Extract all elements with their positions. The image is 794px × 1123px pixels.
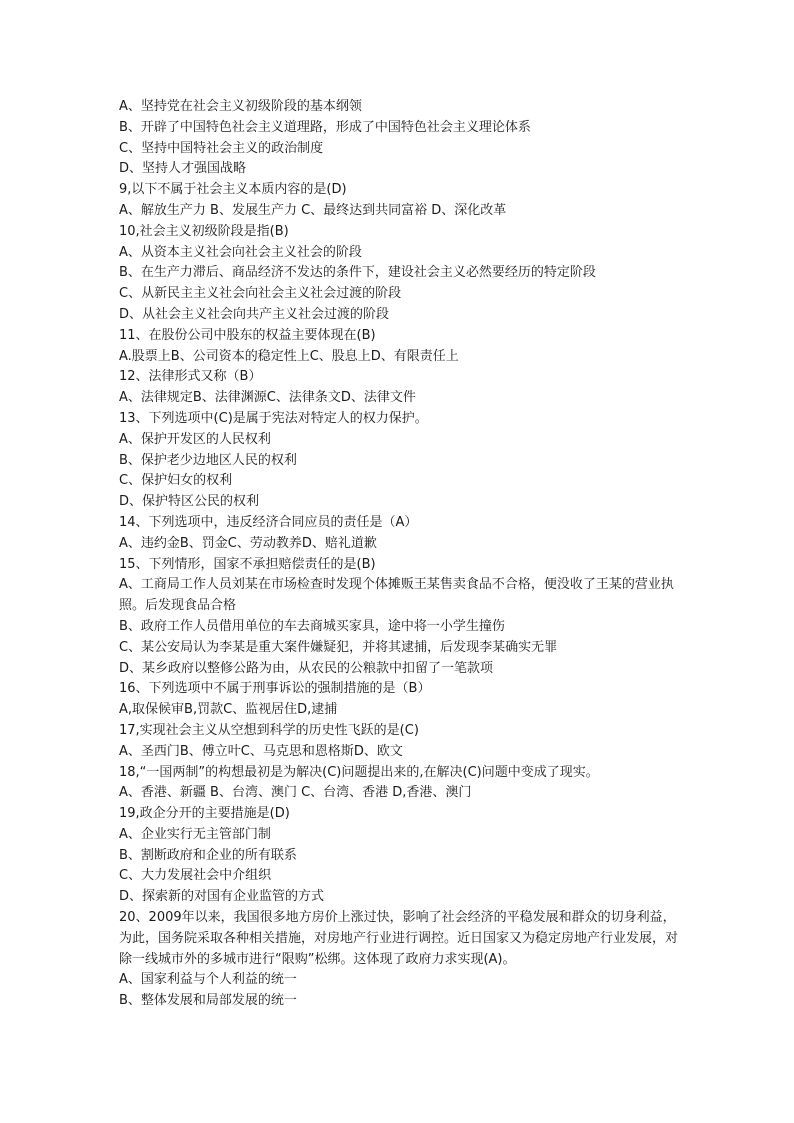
text-line: D、某乡政府以整修公路为由，从农民的公粮款中扣留了一笔款项 (119, 660, 494, 676)
text-line: B、保护老少边地区人民的权利 (119, 452, 297, 468)
question-12: 12、法律形式又称（B） (119, 369, 262, 385)
text-line: A、从资本主义社会向社会主义社会的阶段 (119, 244, 362, 260)
question-9: 9,以下不属于社会主义本质内容的是(D) (119, 182, 347, 198)
text-line: C、大力发展社会中介组织 (119, 868, 272, 884)
question-10: 10,社会主义初级阶段是指(B) (119, 223, 289, 239)
text-line: B、割断政府和企业的所有联系 (119, 847, 297, 863)
question-11: 11、在股份公司中股东的权益主要体现在(B) (119, 327, 376, 343)
question-13: 13、下列选项中(C)是属于宪法对特定人的权力保护。 (119, 410, 428, 426)
text-line: C、某公安局认为李某是重大案件嫌疑犯，并将其逮捕，后发现李某确实无罪 (119, 639, 558, 655)
question-text-block (119, 97, 679, 1012)
text-line: A、工商局工作人员刘某在市场检查时发现个体摊贩王某售卖食品不合格，便没收了王某的营业执照。后发现食品合格 (119, 577, 674, 614)
text-line: A、国家利益与个人利益的统一 (119, 972, 297, 988)
text-line: A、违约金B、罚金C、劳动教养D、赔礼道歉 (119, 535, 377, 551)
question-17: 17,实现社会主义从空想到科学的历史性飞跃的是(C) (119, 722, 419, 738)
question-15: 15、下列情形，国家不承担赔偿责任的是(B) (119, 556, 376, 572)
question-18: 18,“一国两制”的构想最初是为解决(C)问题提出来的,在解决(C)问题中变成了现实。 (119, 764, 599, 780)
text-line: C、保护妇女的权利 (119, 473, 233, 489)
text-line: B、在生产力滞后、商品经济不发达的条件下，建设社会主义必然要经历的特定阶段 (119, 265, 596, 281)
text-line: A,取保候审B,罚款C、监视居住D,逮捕 (119, 702, 338, 718)
text-line: D、保护特区公民的权利 (119, 494, 260, 510)
text-line: A、企业实行无主管部门制 (119, 826, 271, 842)
text-line: A、香港、新疆 B、台湾、澳门 C、台湾、香港 D,香港、澳门 (119, 785, 472, 801)
text-line: B、整体发展和局部发展的统一 (119, 993, 297, 1009)
text-line: A、坚持党在社会主义初级阶段的基本纲领 (119, 99, 362, 114)
text-line: B、开辟了中国特色社会主义道理路，形成了中国特色社会主义理论体系 (119, 119, 531, 135)
text-line: B、政府工作人员借用单位的车去商城买家具，途中将一小学生撞伤 (119, 618, 505, 634)
text-line: A.股票上B、公司资本的稳定性上C、股息上D、有限责任上 (119, 348, 459, 364)
text-line: D、坚持人才强国战略 (119, 161, 247, 177)
question-20: 20、2009年以来，我国很多地方房价上涨过快，影响了社会经济的平稳发展和群众的切身利益，为此，国务院采取各种相关措施，对房地产行业进行调控。近日国家又为稳定房地产行业发展，对除一线城市外的多城市进行“限购”松绑。这体现了政府力求实现(A)。 (119, 910, 679, 967)
text-line: A、保护开发区的人民权利 (119, 431, 271, 447)
question-14: 14、下列选项中，违反经济合同应员的责任是（A） (119, 514, 418, 530)
text-line: C、坚持中国特社会主义的政治制度 (119, 140, 324, 156)
text-line: C、从新民主主义社会向社会主义社会过渡的阶段 (119, 286, 402, 302)
question-19: 19,政企分开的主要措施是(D) (119, 806, 290, 822)
text-line: A、解放生产力 B、发展生产力 C、最终达到共同富裕 D、深化改革 (119, 202, 507, 218)
text-line: A、圣西门B、傅立叶C、马克思和恩格斯D、欧文 (119, 743, 403, 759)
text-line: A、法律规定B、法律渊源C、法律条文D、法律文件 (119, 390, 416, 406)
text-line: D、探索新的对国有企业监管的方式 (119, 889, 325, 905)
question-16: 16、下列选项中不属于刑事诉讼的强制措施的是（B） (119, 681, 431, 697)
text-line: D、从社会主义社会向共产主义社会过渡的阶段 (119, 306, 390, 322)
